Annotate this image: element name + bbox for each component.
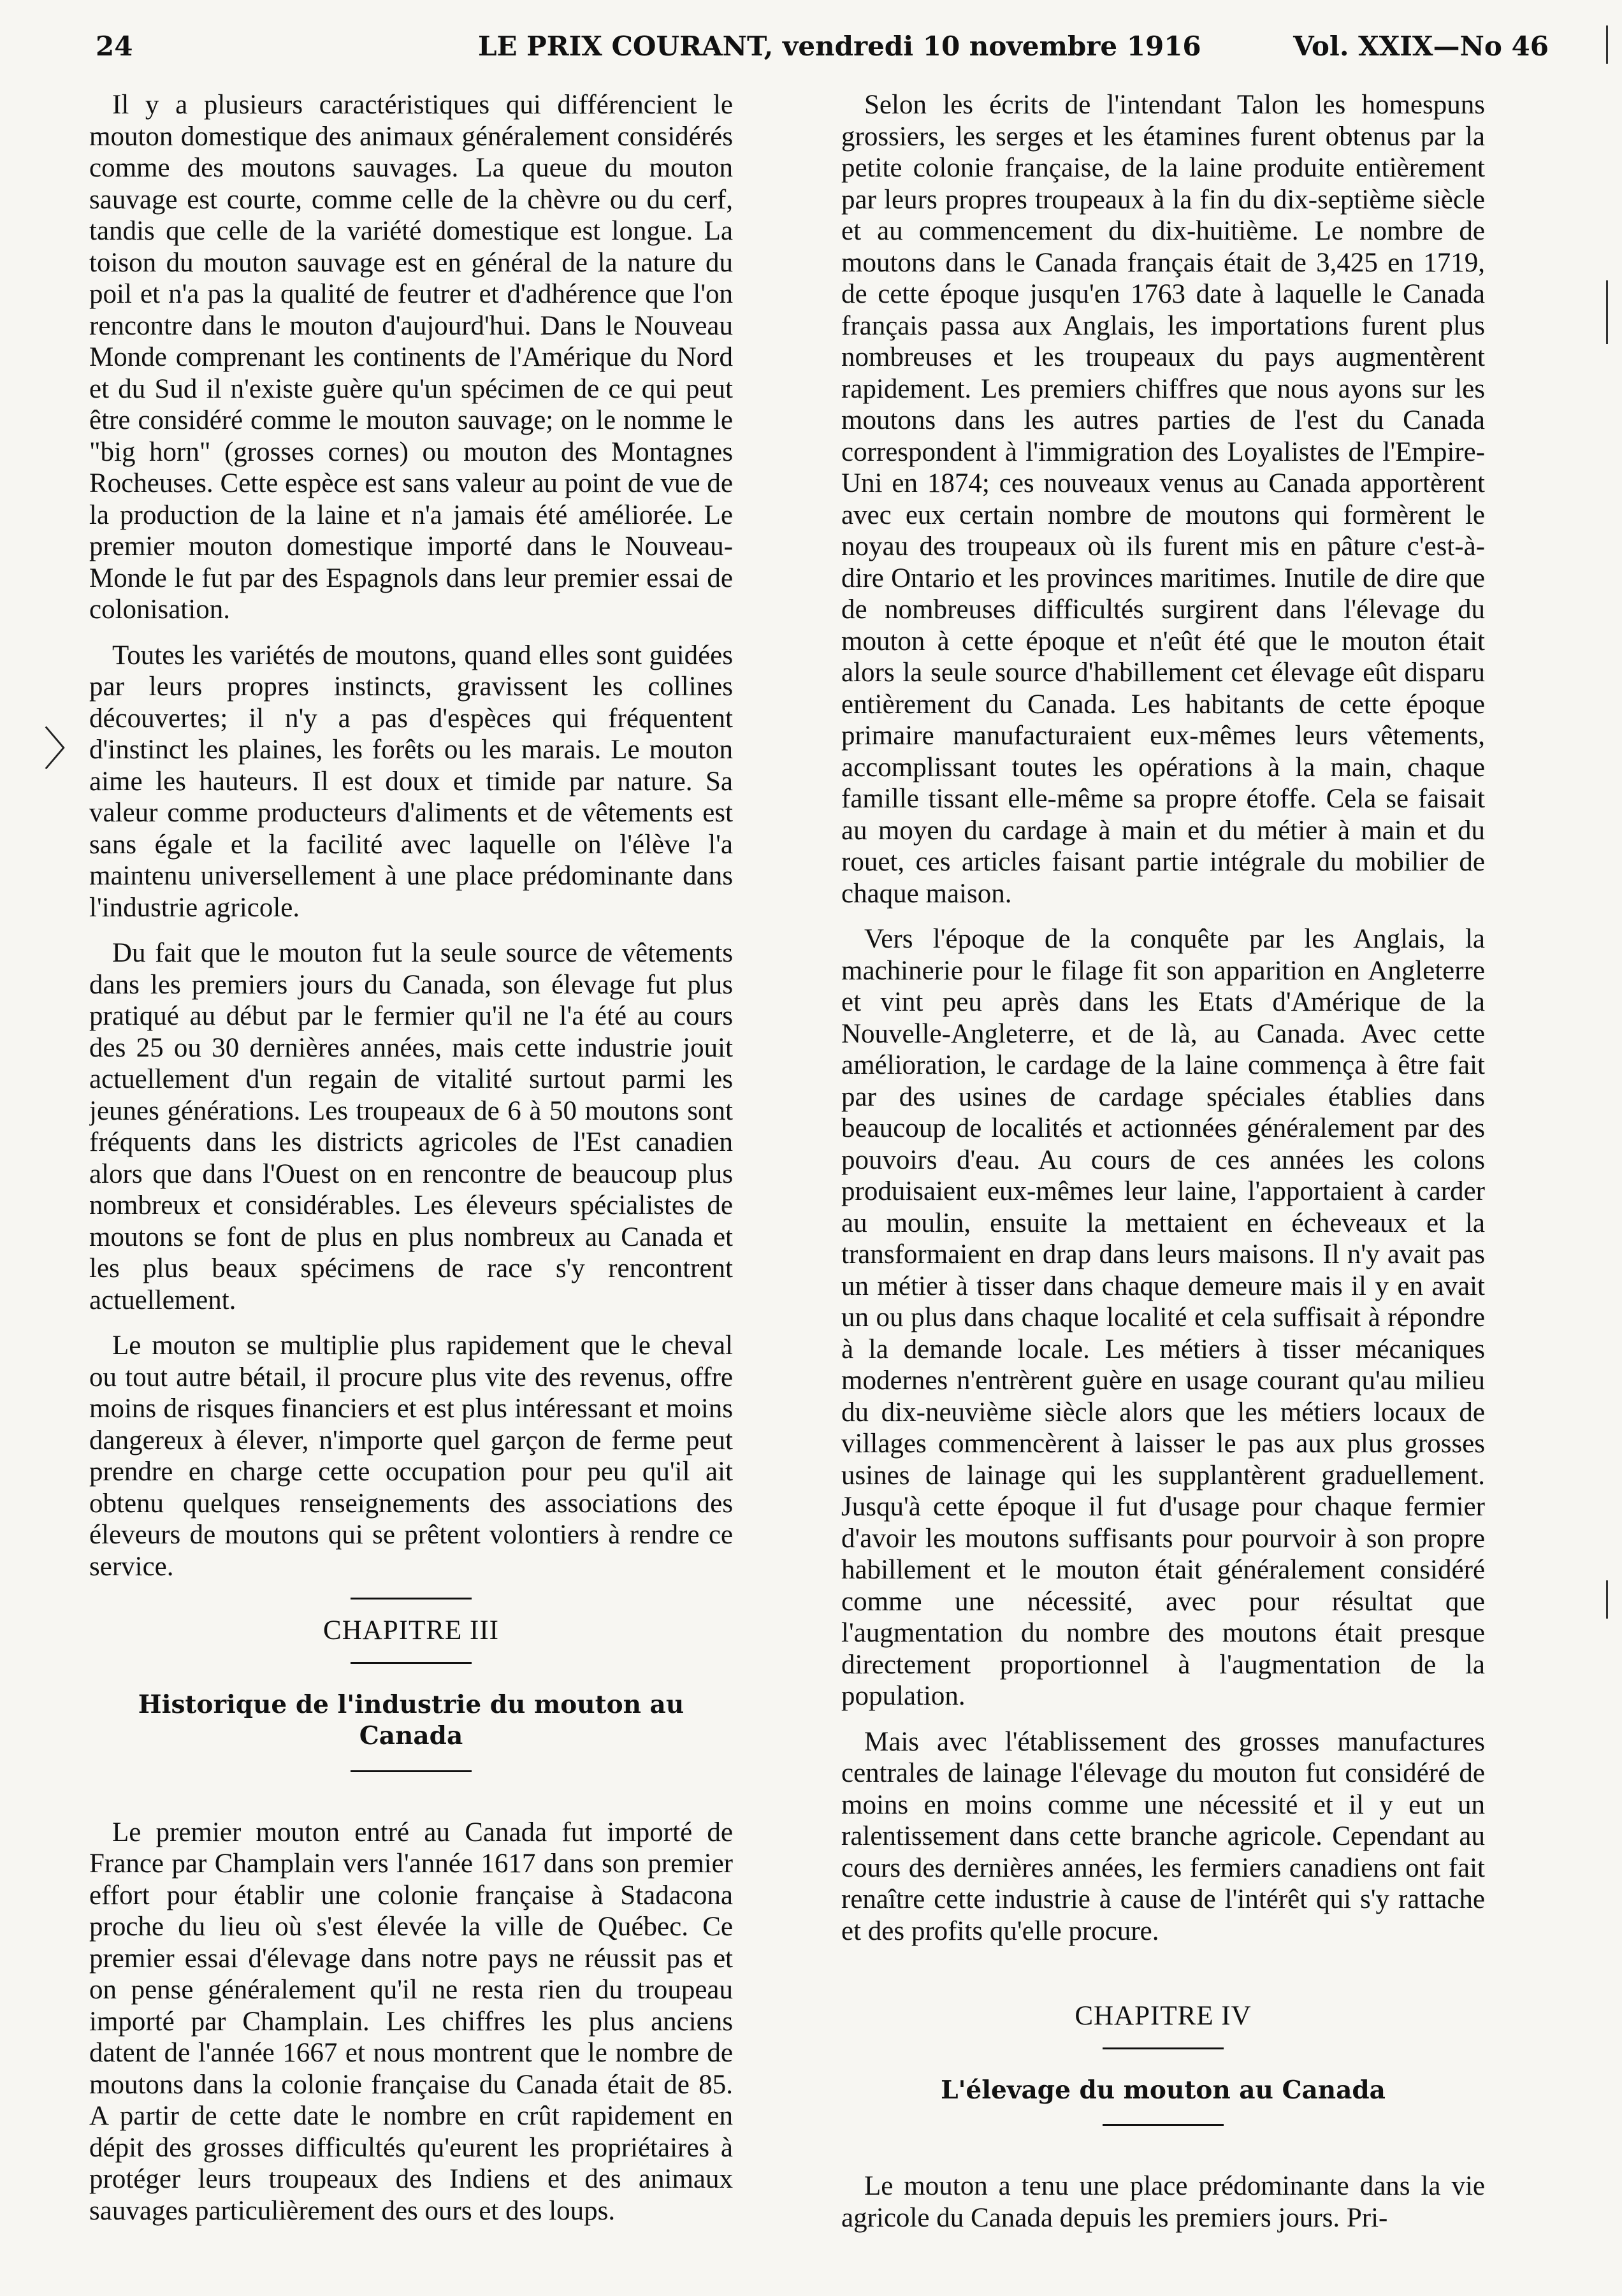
margin-bracket-mark: 〉 — [43, 723, 90, 776]
edge-mark — [1606, 280, 1608, 344]
section-rule — [351, 1662, 472, 1664]
page-header — [96, 31, 1549, 75]
paragraph: Toutes les variétés de moutons, quand elles sont guidées par leurs propres instincts, gravissent les collines découvertes; il n'y a pas d'espèces qui fréquentent d'instinct les plaines, les forêts ou les marais. Le mouton aime les hauteurs. Il est doux et timide par nature. Sa valeur comme producteurs d'aliments et de vêtements est sans égale et la facilité avec laquelle on l'élève l'a maintenu universellement à une place prédominante dans l'industrie agricole. — [89, 640, 733, 923]
chapter-heading: L'élevage du mouton au Canada — [941, 2075, 1386, 2105]
right-column — [841, 89, 1485, 2281]
section-rule — [1103, 2124, 1224, 2126]
paragraph: Vers l'époque de la conquête par les Anglais, la machinerie pour le filage fit son apparition en Angleterre et vint peu après dans les Etats d'Amérique de la Nouvelle-Angleterre, et de là, au Canada. Avec cette amélioration, le cardage de la laine commença à être fait par des usines de cardage spéciales établies dans beaucoup de localités et actionnées généralement par des pouvoirs d'eau. Au cours de ces années les colons produisaient eux-mêmes leur laine, l'apportaient à carder au moulin, ensuite la mettaient en écheveaux et la transformaient en drap dans leurs maisons. Il n'y avait pas un métier à tisser dans chaque demeure mais il y en avait un ou plus dans chaque localité et cela suffisait à répondre à la demande locale. Les métiers à tisser mécaniques modernes n'entrèrent guère en usage courant qu'au milieu du dix-neuvième siècle alors que les métiers locaux de villages commencèrent à laisser le pas aux plus grosses usines de lainage qui les supplantèrent graduellement. Jusqu'à cette époque il fut d'usage pour chaque fermier d'avoir les moutons suffisants pour pourvoir à son propre habillement et le mouton était généralement considéré comme une nécessité, avec pour résultat que l'augmentation du nombre des moutons était presque directement proportionnel à l'augmentation de la population. — [841, 924, 1485, 1711]
paragraph: Du fait que le mouton fut la seule source de vêtements dans les premiers jours du Canada, son élevage fut plus pratiqué au début par le fermier qu'il ne l'a été au cours des 25 ou 30 dernières années, mais cette industrie jouit actuellement d'un regain de vitalité surtout parmi les jeunes générations. Les troupeaux de 6 à 50 moutons sont fréquents dans les districts agricoles de l'Est canadien alors que dans l'Ouest on en rencontre de beaucoup plus nombreux et considérables. Les éleveurs spécialistes de moutons se font de plus en plus nombreux au Canada et les plus beaux spécimens de race s'y rencontrent actuellement. — [89, 938, 733, 1315]
page-number: 24 — [96, 31, 133, 62]
chapter-heading: Historique de l'industrie du mouton au Canada — [138, 1689, 684, 1751]
paragraph: Selon les écrits de l'intendant Talon les homespuns grossiers, les serges et les étamines furent obtenus par la petite colonie française, de la laine produite entièrement par leurs propres troupeaux à la fin du dix-septième siècle et au commencement du dix-huitième. Le nombre de moutons dans le Canada français était de 3,425 en 1719, de cette époque jusqu'en 1763 date à laquelle le Canada français passa aux Anglais, les importations furent plus nombreuses et les troupeaux du pays augmentèrent rapidement. Les premiers chiffres que nous ayons sur les moutons dans les autres parties de l'est du Canada correspondent à l'immigration des Loyalistes de l'Empire-Uni en 1874; ces nouveaux venus au Canada apportèrent avec eux certain nombre de moutons qui formèrent le noyau des troupeaux où ils furent mis en pâture c'est-à-dire Ontario et les provinces maritimes. Inutile de dire que de nombreuses difficultés surgirent dans l'élevage du mouton à cette époque et n'eût été que le mouton était alors la seule source d'habillement cet élevage eût disparu entièrement du Canada. Les habitants de cette époque primaire manufacturaient eux-mêmes leurs vêtements, accomplissant toutes les opérations à la main, chaque famille tissant elle-même sa propre étoffe. Cela se faisait au moyen du cardage à main et du métier à main et du rouet, ces articles faisant partie intégrale du mobilier de chaque maison. — [841, 90, 1485, 909]
edge-mark — [1606, 25, 1608, 64]
paragraph: Le mouton se multiplie plus rapidement que le cheval ou tout autre bétail, il procure plus vite des revenus, offre moins de risques financiers et est plus intéressant et moins dangereux à élever, n'importe quel garçon de ferme peut prendre en charge cette occupation pour peu qu'il ait obtenu quelques renseignements des associations des éleveurs de moutons qui se prêtent volontiers à rendre ce service. — [89, 1331, 733, 1582]
paragraph: Le premier mouton entré au Canada fut importé de France par Champlain vers l'année 1617 dans son premier effort pour établir une colonie française à Stadacona proche du lieu où s'est élevée la ville de Québec. Ce premier essai d'élevage dans notre pays ne réussit pas et on pense généralement qu'il ne resta rien du troupeau importé par Champlain. Les chiffres les plus anciens datent de l'année 1667 et nous montrent que le nombre de moutons dans la colonie française du Canada était de 85. A partir de cette date le nombre en crût rapidement en dépit des grosses difficultés qu'eurent les propriétaires à protéger leurs troupeaux des Indiens et des animaux sauvages particulièrement des ours et des loups. — [89, 1817, 733, 2226]
paragraph: Mais avec l'établissement des grosses manufactures centrales de lainage l'élevage du mouton fut considéré de moins en moins comme une nécessité et il y eut un ralentissement dans cette branche agricole. Cependant au cours des dernières années, les fermiers canadiens ont fait renaître cette industrie à cause de l'intérêt qui s'y rattache et des profits qu'elle procure. — [841, 1726, 1485, 1946]
paragraph: Il y a plusieurs caractéristiques qui différencient le mouton domestique des animaux généralement considérés comme des moutons sauvages. La queue du mouton sauvage est courte, comme celle de la chèvre ou du cerf, tandis que celle de la variété domestique est longue. La toison du mouton sauvage est en général de la nature du poil et n'a pas la qualité de feutrer et d'adhérence que l'on rencontre dans le mouton d'aujourd'hui. Dans le Nouveau Monde comprenant les continents de l'Amérique du Nord et du Sud il n'existe guère qu'un spécimen de ce qui peut être considéré comme le mouton sauvage; on le nomme le "big horn" (grosses cornes) ou mouton des Montagnes Rocheuses. Cette espèce est sans valeur au point de vue de la production de la laine et n'a jamais été améliorée. Le premier mouton domestique importé dans le Nouveau-Monde le fut par des Espagnols dans leur premier essai de colonisation. — [89, 90, 733, 625]
left-column — [89, 89, 733, 2281]
paragraph: Le mouton a tenu une place prédominante dans la vie agricole du Canada depuis les premiers jours. Pri- — [841, 2171, 1485, 2233]
section-rule — [351, 1598, 472, 1599]
newspaper-title: LE PRIX COURANT, vendredi 10 novembre 1916 — [478, 31, 1201, 62]
chapter-label: CHAPITRE IV — [1075, 2001, 1252, 2031]
volume-number: Vol. XXIX—No 46 — [1293, 31, 1549, 62]
chapter-label: CHAPITRE III — [323, 1615, 499, 1645]
section-rule — [351, 1770, 472, 1772]
section-rule — [1103, 2047, 1224, 2049]
edge-mark — [1606, 1580, 1608, 1619]
